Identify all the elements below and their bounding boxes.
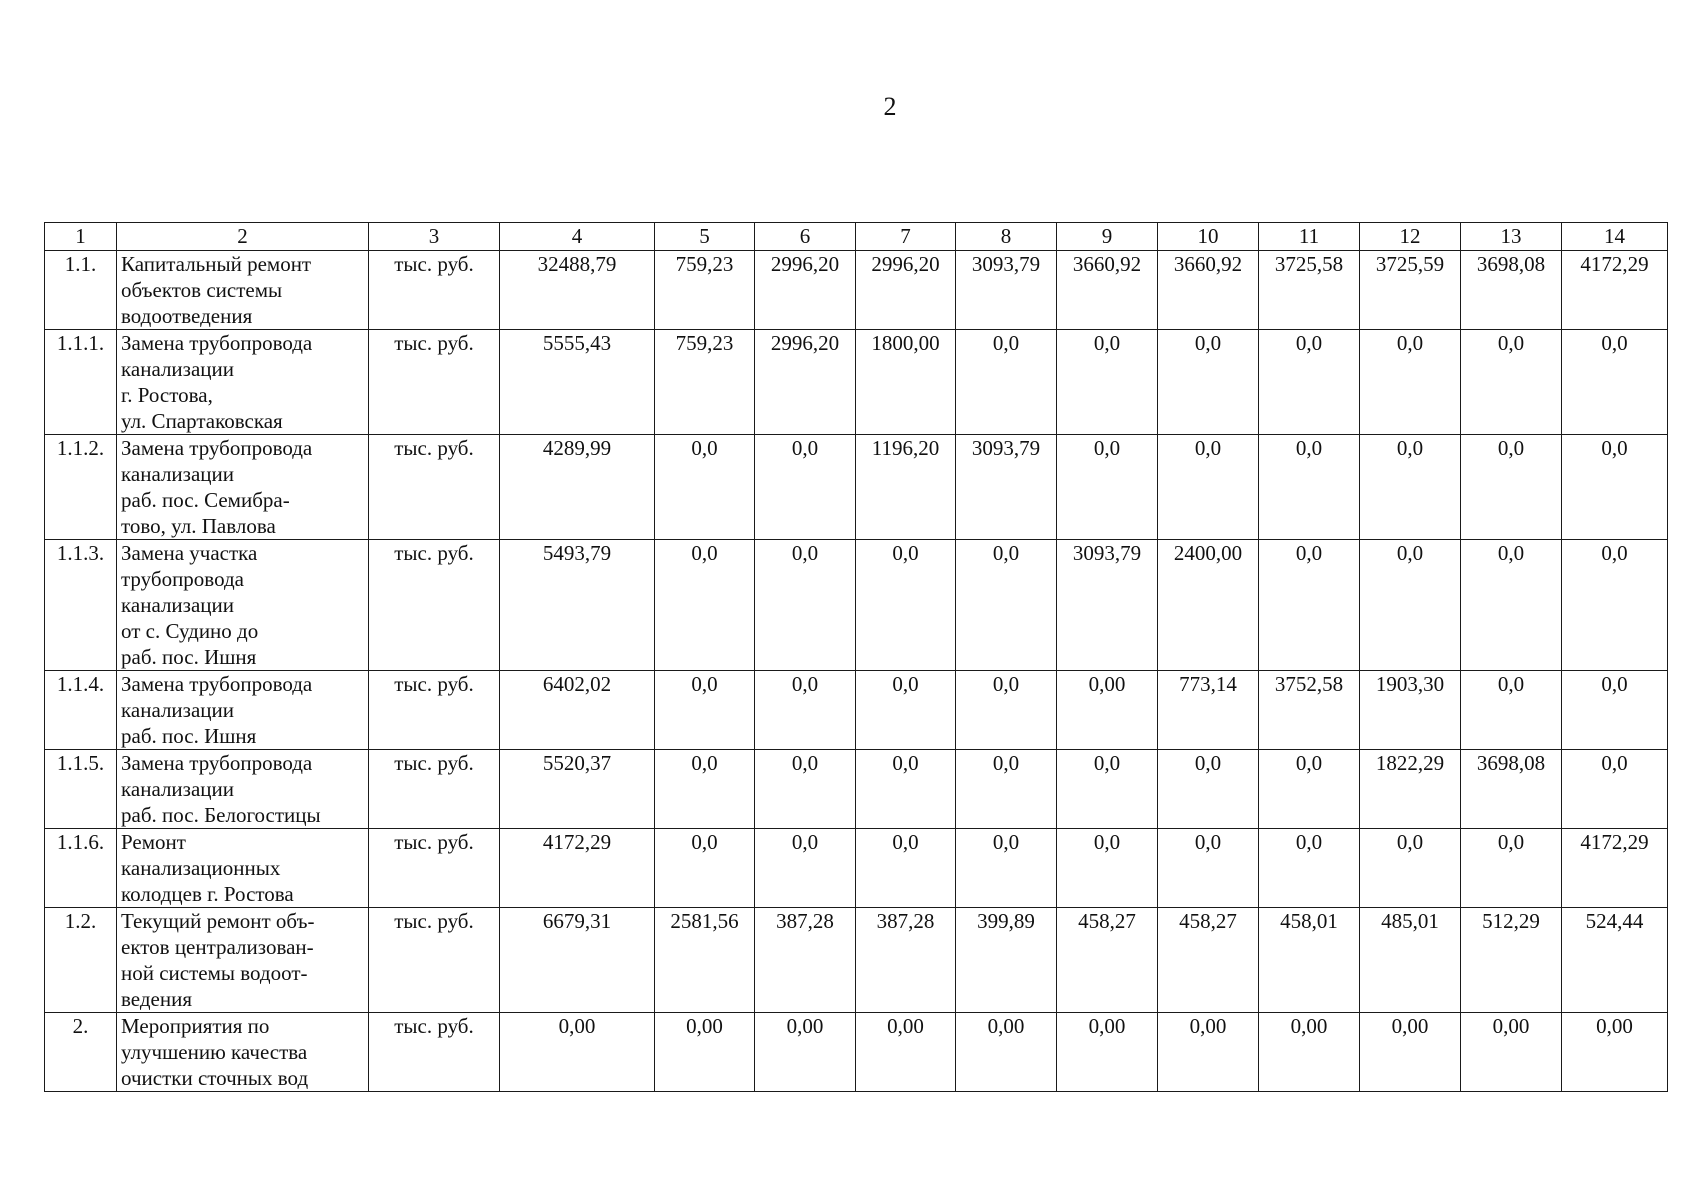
- table-row: [45, 540, 1668, 671]
- header-cell: 13: [1461, 223, 1562, 251]
- row-value-cell: 0,0: [1360, 829, 1461, 908]
- row-value-cell: 6679,31: [500, 908, 655, 1013]
- row-value-cell: 4289,99: [500, 435, 655, 540]
- row-value-cell: 0,0: [1057, 750, 1158, 829]
- row-value-cell: 0,0: [1562, 671, 1668, 750]
- row-value-cell: 0,00: [755, 1013, 856, 1092]
- row-value-cell: 458,01: [1259, 908, 1360, 1013]
- row-value-cell: 3660,92: [1057, 251, 1158, 330]
- header-cell: 2: [117, 223, 369, 251]
- row-unit-cell: тыс. руб.: [369, 671, 500, 750]
- header-cell: 4: [500, 223, 655, 251]
- row-value-cell: 1196,20: [856, 435, 956, 540]
- row-number-cell: 1.1.6.: [45, 829, 117, 908]
- row-unit-cell: тыс. руб.: [369, 540, 500, 671]
- header-cell: 9: [1057, 223, 1158, 251]
- row-value-cell: 5520,37: [500, 750, 655, 829]
- row-value-cell: 32488,79: [500, 251, 655, 330]
- row-value-cell: 3660,92: [1158, 251, 1259, 330]
- row-value-cell: 0,0: [655, 435, 755, 540]
- row-value-cell: 0,0: [1158, 330, 1259, 435]
- row-unit-cell: тыс. руб.: [369, 435, 500, 540]
- row-value-cell: 0,0: [956, 829, 1057, 908]
- row-name-cell: Текущий ремонт объ- ектов централизован- ной системы водоот- ведения: [117, 908, 369, 1013]
- row-value-cell: 3093,79: [956, 435, 1057, 540]
- row-value-cell: 5493,79: [500, 540, 655, 671]
- header-cell: 11: [1259, 223, 1360, 251]
- row-value-cell: 4172,29: [500, 829, 655, 908]
- row-value-cell: 3725,59: [1360, 251, 1461, 330]
- row-value-cell: 6402,02: [500, 671, 655, 750]
- row-number-cell: 1.1.2.: [45, 435, 117, 540]
- row-value-cell: 0,0: [1057, 829, 1158, 908]
- row-number-cell: 2.: [45, 1013, 117, 1092]
- header-cell: 8: [956, 223, 1057, 251]
- row-value-cell: 524,44: [1562, 908, 1668, 1013]
- row-value-cell: 0,00: [1057, 671, 1158, 750]
- row-value-cell: 2996,20: [856, 251, 956, 330]
- row-number-cell: 1.1.: [45, 251, 117, 330]
- row-value-cell: 0,0: [1461, 540, 1562, 671]
- header-cell: 10: [1158, 223, 1259, 251]
- row-value-cell: 512,29: [1461, 908, 1562, 1013]
- row-value-cell: 0,00: [1158, 1013, 1259, 1092]
- row-value-cell: 0,00: [655, 1013, 755, 1092]
- row-unit-cell: тыс. руб.: [369, 908, 500, 1013]
- row-unit-cell: тыс. руб.: [369, 330, 500, 435]
- row-value-cell: 0,0: [956, 671, 1057, 750]
- row-value-cell: 0,00: [500, 1013, 655, 1092]
- row-value-cell: 773,14: [1158, 671, 1259, 750]
- row-value-cell: 0,0: [655, 540, 755, 671]
- budget-table: [44, 222, 1668, 1092]
- header-cell: 6: [755, 223, 856, 251]
- table-row: [45, 435, 1668, 540]
- row-value-cell: 0,0: [1259, 435, 1360, 540]
- row-value-cell: 0,0: [1562, 330, 1668, 435]
- row-value-cell: 458,27: [1057, 908, 1158, 1013]
- row-unit-cell: тыс. руб.: [369, 829, 500, 908]
- row-value-cell: 0,0: [1057, 330, 1158, 435]
- row-value-cell: 0,0: [956, 540, 1057, 671]
- row-name-cell: Мероприятия по улучшению качества очистки сточных вод: [117, 1013, 369, 1092]
- row-name-cell: Замена участка трубопровода канализации от с. Судино до раб. пос. Ишня: [117, 540, 369, 671]
- row-value-cell: 1903,30: [1360, 671, 1461, 750]
- row-value-cell: 0,0: [655, 671, 755, 750]
- row-value-cell: 0,0: [1259, 330, 1360, 435]
- row-value-cell: 0,0: [856, 829, 956, 908]
- row-value-cell: 0,0: [1158, 750, 1259, 829]
- row-unit-cell: тыс. руб.: [369, 750, 500, 829]
- table-row: [45, 750, 1668, 829]
- row-value-cell: 3752,58: [1259, 671, 1360, 750]
- row-value-cell: 5555,43: [500, 330, 655, 435]
- row-value-cell: 0,00: [1562, 1013, 1668, 1092]
- row-value-cell: 0,00: [856, 1013, 956, 1092]
- row-value-cell: 3093,79: [1057, 540, 1158, 671]
- row-value-cell: 759,23: [655, 330, 755, 435]
- header-cell: 7: [856, 223, 956, 251]
- header-cell: 5: [655, 223, 755, 251]
- row-value-cell: 0,0: [1461, 435, 1562, 540]
- row-value-cell: 0,00: [1057, 1013, 1158, 1092]
- row-value-cell: 0,0: [755, 671, 856, 750]
- row-value-cell: 0,0: [1360, 435, 1461, 540]
- row-number-cell: 1.1.4.: [45, 671, 117, 750]
- header-cell: 1: [45, 223, 117, 251]
- row-name-cell: Замена трубопровода канализации г. Ростова, ул. Спартаковская: [117, 330, 369, 435]
- row-value-cell: 0,0: [956, 330, 1057, 435]
- header-cell: 12: [1360, 223, 1461, 251]
- row-value-cell: 0,0: [1259, 750, 1360, 829]
- table-row: [45, 908, 1668, 1013]
- row-value-cell: 0,0: [655, 829, 755, 908]
- row-name-cell: Замена трубопровода канализации раб. пос. Семибра- тово, ул. Павлова: [117, 435, 369, 540]
- row-value-cell: 0,0: [856, 750, 956, 829]
- row-name-cell: Капитальный ремонт объектов системы водоотведения: [117, 251, 369, 330]
- row-value-cell: 2400,00: [1158, 540, 1259, 671]
- row-unit-cell: тыс. руб.: [369, 1013, 500, 1092]
- table-row: [45, 251, 1668, 330]
- row-value-cell: 0,0: [1461, 330, 1562, 435]
- row-value-cell: 0,00: [1360, 1013, 1461, 1092]
- row-value-cell: 0,0: [856, 671, 956, 750]
- row-unit-cell: тыс. руб.: [369, 251, 500, 330]
- row-value-cell: 3093,79: [956, 251, 1057, 330]
- row-value-cell: 0,0: [755, 540, 856, 671]
- row-value-cell: 485,01: [1360, 908, 1461, 1013]
- row-value-cell: 0,0: [1360, 330, 1461, 435]
- page-number: 2: [883, 92, 897, 121]
- row-value-cell: 3725,58: [1259, 251, 1360, 330]
- row-value-cell: 399,89: [956, 908, 1057, 1013]
- row-value-cell: 1800,00: [856, 330, 956, 435]
- row-value-cell: 0,0: [1562, 435, 1668, 540]
- table-row: [45, 671, 1668, 750]
- row-name-cell: Замена трубопровода канализации раб. пос. Ишня: [117, 671, 369, 750]
- row-value-cell: 0,00: [956, 1013, 1057, 1092]
- row-value-cell: 387,28: [755, 908, 856, 1013]
- row-value-cell: 0,0: [1562, 750, 1668, 829]
- row-number-cell: 1.1.3.: [45, 540, 117, 671]
- table-row: [45, 1013, 1668, 1092]
- row-number-cell: 1.2.: [45, 908, 117, 1013]
- row-value-cell: 4172,29: [1562, 251, 1668, 330]
- row-value-cell: 0,0: [1057, 435, 1158, 540]
- row-value-cell: 0,0: [856, 540, 956, 671]
- row-value-cell: 0,0: [1461, 829, 1562, 908]
- row-value-cell: 0,0: [1461, 671, 1562, 750]
- row-value-cell: 387,28: [856, 908, 956, 1013]
- row-value-cell: 2996,20: [755, 251, 856, 330]
- row-name-cell: Ремонт канализационных колодцев г. Ростова: [117, 829, 369, 908]
- header-cell: 14: [1562, 223, 1668, 251]
- row-value-cell: 0,0: [755, 829, 856, 908]
- row-value-cell: 0,0: [755, 750, 856, 829]
- row-value-cell: 0,0: [755, 435, 856, 540]
- row-value-cell: 759,23: [655, 251, 755, 330]
- row-value-cell: 0,0: [1158, 435, 1259, 540]
- table-row: [45, 829, 1668, 908]
- row-value-cell: 2581,56: [655, 908, 755, 1013]
- row-value-cell: 0,00: [1259, 1013, 1360, 1092]
- row-number-cell: 1.1.1.: [45, 330, 117, 435]
- row-number-cell: 1.1.5.: [45, 750, 117, 829]
- row-name-cell: Замена трубопровода канализации раб. пос. Белогостицы: [117, 750, 369, 829]
- row-value-cell: 458,27: [1158, 908, 1259, 1013]
- row-value-cell: 0,00: [1461, 1013, 1562, 1092]
- row-value-cell: 0,0: [1562, 540, 1668, 671]
- row-value-cell: 0,0: [1158, 829, 1259, 908]
- row-value-cell: 0,0: [1259, 829, 1360, 908]
- table-header-row: [45, 223, 1668, 251]
- row-value-cell: 4172,29: [1562, 829, 1668, 908]
- row-value-cell: 0,0: [956, 750, 1057, 829]
- row-value-cell: 0,0: [655, 750, 755, 829]
- row-value-cell: 3698,08: [1461, 251, 1562, 330]
- row-value-cell: 2996,20: [755, 330, 856, 435]
- row-value-cell: 3698,08: [1461, 750, 1562, 829]
- header-cell: 3: [369, 223, 500, 251]
- row-value-cell: 1822,29: [1360, 750, 1461, 829]
- row-value-cell: 0,0: [1259, 540, 1360, 671]
- table-row: [45, 330, 1668, 435]
- row-value-cell: 0,0: [1360, 540, 1461, 671]
